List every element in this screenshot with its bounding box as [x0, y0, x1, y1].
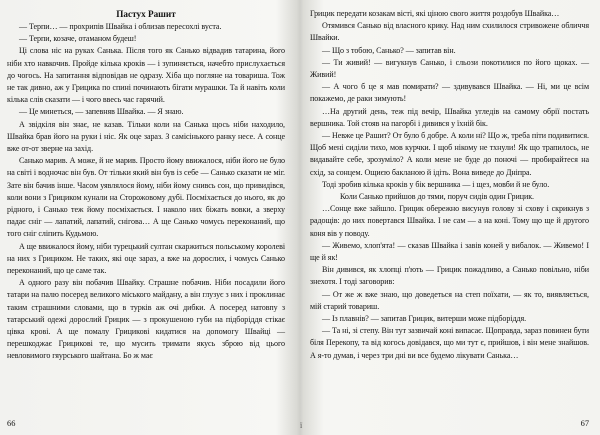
paragraph: — Із плавнів? — запитав Грицик, витерши може підборіддя.: [322, 314, 527, 324]
paragraph: А ще ввижалося йому, ніби турецький султан скаржиться польському королеві на них з Грициком. Не таких, які оце зараз, а вже на дорослих, і чомусь Санько переконаний, що це саме так.: [7, 241, 285, 276]
paragraph: …На другий день, теж під вечір, Швайка угледів на самому обрії постать вершника. Той стояв на пагорбі і дивився у їхній бік.: [310, 106, 589, 128]
page-number-right: 67: [580, 419, 589, 428]
paragraph: Ці слова ніс на руках Санька. Після того як Санько відвадив татарина, його ніби хто навкочив. Пройде кілька кроків — і зупиняється, начебто прислухається до чогось. На запитання відповідав не одразу. Хіба що погляне на товариша. Тож не так дивно, аж у Грицика по спині починають бігати мурашки. Та й навіть коли кілька слів сказати — і чого ввесь час гарячий.: [7, 46, 285, 105]
paragraph: — Терпи, козаче, отаманом будеш!: [19, 34, 137, 44]
paragraph: — Ти живий! — вигукнув Санько, і сльози покотилися по його щоках. — Живий!: [310, 57, 589, 80]
paragraph: — Терпи… — прохрипів Швайка і облизав пересохлі вуста.: [19, 22, 222, 31]
paragraph: Санько марив. А може, й не марив. Просто йому ввижалося, ніби його не було на світі і водночас він був. От тільки який він був із себе — Санько сказати не міг. Зате він бачив інше. Часом уявлялося йому, ніби йому снивсь сон, що привидівся, коли вони з Грициком кунали на Сторожовому дубі. Посміхається до нього, як до рідного, і Санько теж йому посміхається. І наколо них біжать вовки, а зверху падає сніг — лапатий, лапатий, снігова… А ще Санько чомусь переконаний, що того сніг сліпить Кудьмою.: [7, 156, 285, 239]
paragraph: Тоді зробив кілька кроків у бік вершника — і щез, мовби й не було.: [322, 179, 550, 189]
paragraph: Коли Санько прийшов до тями, поруч сидів один Грицик.: [340, 192, 534, 202]
paragraph: — От же ж вже знаю, що доведеться на степ поїхати, — як то, виявляється, мій старий товариш.: [310, 289, 589, 311]
paragraph: — Що з тобою, Санько? — запитав він.: [322, 45, 456, 55]
paragraph: А звідкіля він знає, не казав. Тільки коли на Санька щось ніби находило, Швайка брав його на руки і ніс. Як оце зараз. З самісінького ранку несе. А сонце вже от-от зверне на захід.: [7, 119, 285, 154]
right-page: [300, 0, 600, 435]
paragraph: …Сонце вже зайшло. Грицик обережно висунув голову зі схову і скрикнув з радощів: до них повертався Швайка. І не сам — а на коні. Тому що ще й другого коня вів у поводу.: [310, 204, 589, 238]
paragraph: Він дивився, як хлопці п'ють — Грицик пожадливо, а Санько повільно, ніби знехотя. І тоді заговорив:: [310, 265, 589, 287]
left-text-column: [7, 8, 285, 363]
right-text-column: [310, 8, 589, 362]
paragraph: — Це минеться, — запевняв Швайка. — Я знаю.: [19, 107, 184, 117]
paragraph: Грицик передати козакам вісті, які ціною свого життя роздобув Швайка…: [310, 9, 560, 18]
paragraph: — А чого б це я мав помирати? — здивувався Швайка. — Ні, ми це всім покажемо, де раки зимують!: [310, 82, 589, 104]
paragraph: А одного разу він побачив Швайку. Страшне побачив. Ніби посадили його татари на палю посеред великого міського майдану, а він глузує з них і проклинає таким страшними словами, що в турків аж очі дибки. А посеред натовпу з татарський одежі дорослий Грицик — з прокушеною губи на підборіддя стікає цівка крові. А ще помалу Грицикові кидатися на допомогу Швайці — перешкоджає Грицикові те, що мусить тримати якусь зброю від цього невловимого гяурського шайтана. Бо ж має: [7, 278, 285, 361]
paragraph: — Та ні, зі степу. Він тут зазвичай коні випасає. Щоправда, зараз повинен бути біля Перекопу, та від когось довідався, що ми тут є, прийшов, і він мене знайшов. А я-то думав, і через три дні ви все будемо лікувати Санька…: [310, 326, 589, 360]
paragraph: — Живемо, хлоп'ята! — сказав Швайка і завів коней у вибалок. — Живемо! І ще й як!: [310, 240, 589, 263]
paragraph: Отямився Санько від власного крику. Над ним схилилося стривожене обличчя Швайки.: [310, 21, 589, 43]
gutter-mark: ї: [300, 421, 303, 430]
page-number-left: 66: [7, 419, 16, 428]
chapter-title: Пастух Рашит: [116, 9, 176, 19]
paragraph: — Невже це Рашит? От було б добре. А коли ні? Що ж, треба піти подивитися. Щоб мені сиділи тихо, мов курчки. І щоб нікому не тхнули! Як що трапилось, не видавайте себе, зрозуміло? А коли мене не буде до поночі — пробирайтеся на схід, за сонцем. Ощиєю бакланою й ідіть. Вона виведе до Дніпра.: [310, 131, 589, 177]
